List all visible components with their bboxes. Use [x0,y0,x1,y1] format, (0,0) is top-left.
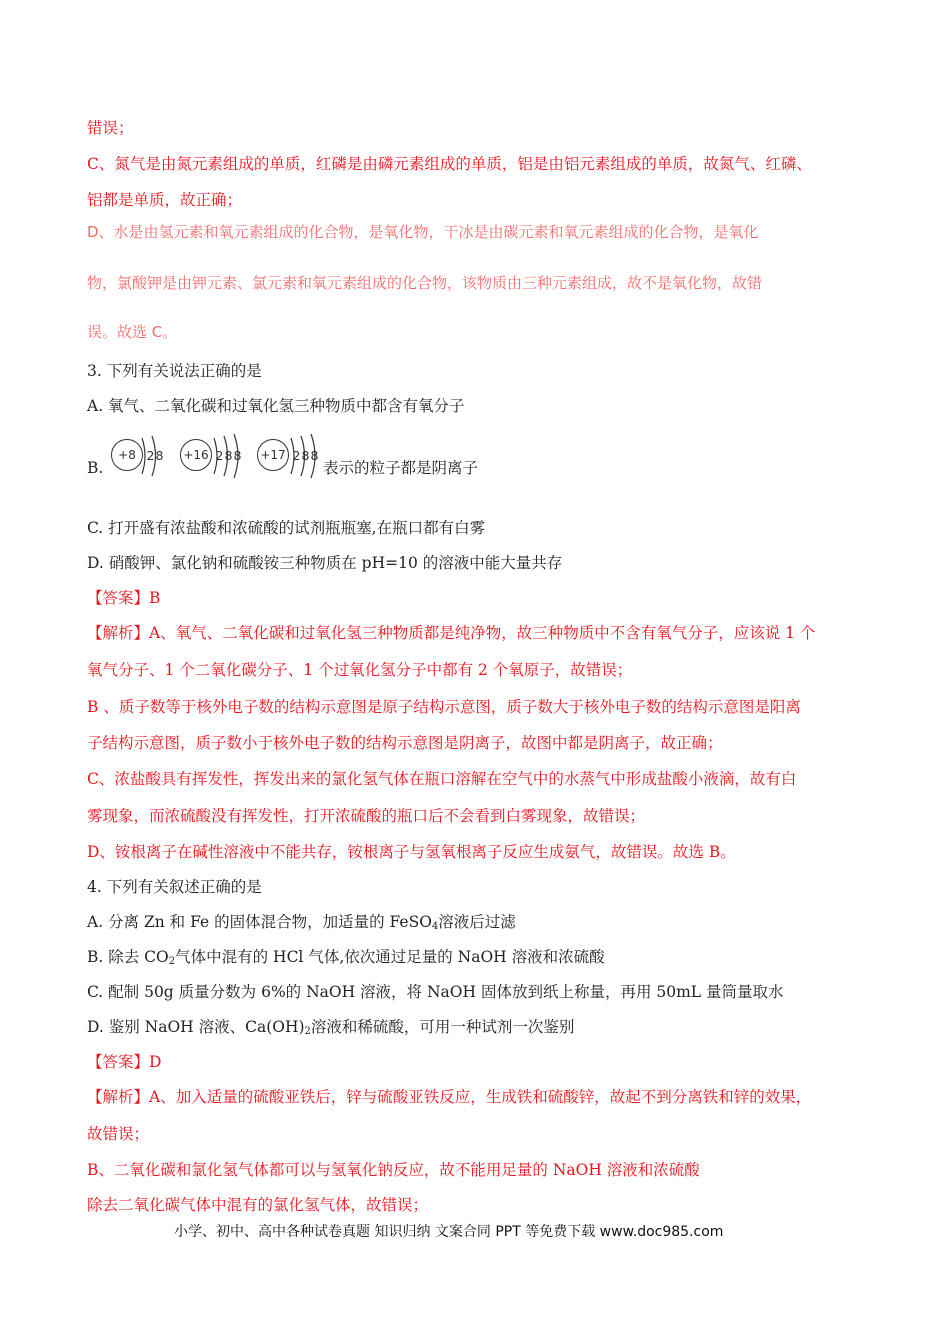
question-3-stem: 3. 下列有关说法正确的是 [87,362,262,380]
analysis-tag: 【解析】 [87,624,150,642]
analysis-line: C、氮气是由氮元素组成的单质，红磷是由磷元素组成的单质，铝是由铝元素组成的单质，故氮气、红磷、 [87,155,812,173]
electron-shell: 8 [224,447,233,463]
subscript: 2 [168,956,176,967]
electron-shell: 2 [215,447,224,463]
question-3-option-c: C. 打开盛有浓盐酸和浓硫酸的试剂瓶瓶塞,在瓶口都有白雾 [87,519,486,537]
question-3-analysis-line [87,623,815,643]
question-4-answer: 【答案】D [87,1053,162,1071]
question-3-analysis-line: 雾现象，而浓硫酸没有挥发性，打开浓硫酸的瓶口后不会看到白雾现象，故错误； [87,807,646,825]
subscript: 2 [304,1026,311,1037]
question-3-analysis-line: D、铵根离子在碱性溶液中不能共存，铵根离子与氢氧根离子反应生成氨气，故错误。故选 B。 [87,843,736,861]
question-3-option-b-label: B. [87,459,104,477]
option-text: 溶液和稀硫酸，可用一种试剂一次鉴别 [310,1018,575,1036]
question-4-stem: 4. 下列有关叙述正确的是 [87,878,262,896]
atom-nucleus: +17 [257,439,289,471]
option-text: D. 鉴别 NaOH 溶液、Ca(OH) [87,1018,305,1036]
question-3-answer: 【答案】B [87,589,161,607]
question-3-analysis-line: C、浓盐酸具有挥发性，挥发出来的氯化氢气体在瓶口溶解在空气中的水蒸气中形成盐酸小液滴，故有白 [87,770,797,788]
atom-nucleus: +16 [180,439,212,471]
electron-shell: 8 [233,447,242,463]
option-text: 溶液后过滤 [438,913,516,931]
electron-shell: 2 [292,447,301,463]
analysis-line-faded: 物，氯酸钾是由钾元素、氯元素和氧元素组成的化合物，该物质由三种元素组成，故不是氧化物，故错 [87,274,763,292]
page-footer-banner: 小学、初中、高中各种试卷真题 知识归纳 文案合同 PPT 等免费下载 www.doc985.com [174,1224,724,1240]
electron-shell: 8 [301,447,310,463]
question-4-analysis-line: 故错误； [87,1125,150,1143]
question-3-analysis-line: 氧气分子、1 个二氧化碳分子、1 个过氧化氢分子中都有 2 个氧原子，故错误； [87,661,633,679]
analysis-line: 铝都是单质，故正确； [87,191,243,209]
question-3-analysis-line: 子结构示意图，质子数小于核外电子数的结构示意图是阴离子，故图中都是阴离子，故正确； [87,734,723,752]
question-4-option-d [87,1017,574,1042]
question-3-option-d: D. 硝酸钾、氯化钠和硫酸铵三种物质在 pH=10 的溶液中能大量共存 [87,554,563,572]
analysis-line-faded: 误。故选 C。 [87,323,178,341]
question-4-option-b [87,947,605,972]
analysis-text: A、加入适量的硫酸亚铁后，锌与硫酸亚铁反应，生成铁和硫酸锌，故起不到分离铁和锌的效果， [149,1088,812,1106]
question-4-analysis-line: B、二氧化碳和氯化氢气体都可以与氢氧化钠反应，故不能用足量的 NaOH 溶液和浓硫酸 [87,1161,700,1179]
analysis-text: A、氧气、二氧化碳和过氧化氢三种物质都是纯净物，故三种物质中不含有氧气分子，应该说 1 个 [149,624,816,642]
option-text: B. 除去 CO [87,948,169,966]
atom-nucleus: +8 [111,439,143,471]
option-text: A. 分离 Zn 和 Fe 的固体混合物，加适量的 FeSO [87,913,432,931]
electron-shell: 8 [155,447,164,463]
analysis-line-faded: D、水是由氢元素和氧元素组成的化合物，是氧化物，干冰是由碳元素和氧元素组成的化合物，是氧化 [87,223,759,241]
subscript: 4 [431,921,439,932]
question-3-analysis-line: B 、质子数等于核外电子数的结构示意图是原子结构示意图，质子数大于核外电子数的结构示意图是阳离 [87,698,801,716]
analysis-line: 错误； [87,119,134,137]
analysis-tag: 【解析】 [87,1088,150,1106]
question-3-option-a: A. 氧气、二氧化碳和过氧化氢三种物质中都含有氧分子 [87,397,465,415]
electron-shell: 8 [310,447,319,463]
question-3-option-b-text: 表示的粒子都是阴离子 [323,459,479,477]
electron-shell-arcs [108,432,328,480]
question-4-option-a [87,912,516,937]
electron-shell: 2 [146,447,155,463]
question-4-option-c: C. 配制 50g 质量分数为 6%的 NaOH 溶液，将 NaOH 固体放到纸上称量，再用 50mL 量筒量取水 [87,983,784,1001]
option-text: 气体中混有的 HCl 气体,依次通过足量的 NaOH 溶液和浓硫酸 [175,948,605,966]
question-4-analysis-line [87,1087,811,1107]
question-4-analysis-line: 除去二氧化碳气体中混有的氯化氢气体，故错误； [87,1196,429,1214]
